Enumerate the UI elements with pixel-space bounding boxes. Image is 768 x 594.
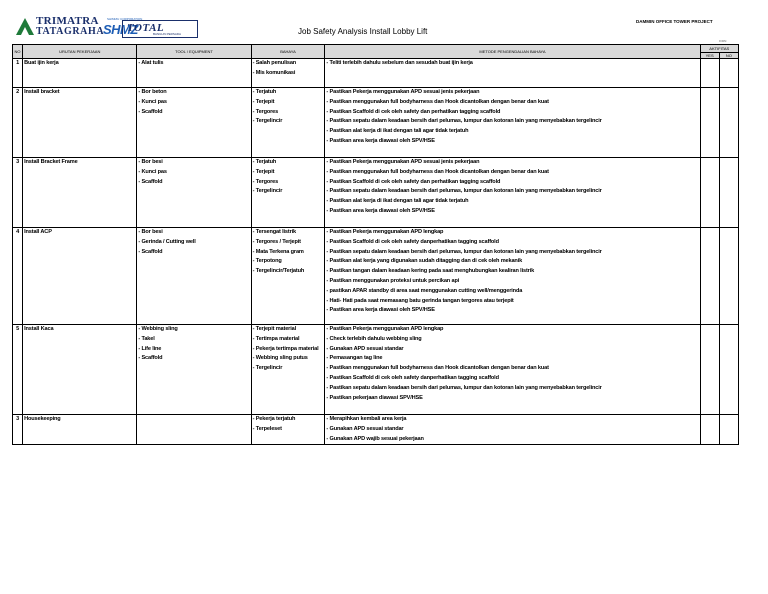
total-logo [122, 20, 198, 38]
hazard-item: - Tertimpa material [252, 335, 300, 342]
tools-cell [137, 158, 251, 228]
tool-item: - Kunci pas [138, 98, 167, 105]
no-check-cell [719, 158, 738, 228]
header-metode: METODE PENGENDALIAN BAHAYA [325, 45, 700, 59]
task-name: Install Bracket Frame [24, 159, 78, 165]
hazard-item: - Tergores [252, 178, 279, 185]
control-item: - Pastikan Pekerja menggunakan APD sesuai jenis pekerjaan [326, 159, 480, 165]
document-header [0, 0, 768, 44]
header-bahaya: BAHAYA [251, 45, 325, 59]
control-item: - Pastikan sepatu dalam keadaan bersih dari pelumas, lumpur dan kotoran lain yang menyebabkan tergelincir [326, 188, 602, 195]
control-item: - Pastikan menggunakan proteksi untuk percikan api [326, 277, 460, 284]
tools-cell [137, 88, 251, 158]
control-item: - Pastikan Pekerja menggunakan APD lengkap [326, 229, 444, 235]
shimz-tagline: SHIMIZU CORPORATION [107, 17, 143, 21]
table-row [13, 158, 739, 228]
document-title: Job Safety Analysis Install Lobby Lift [298, 27, 428, 36]
tool-item: - Scaffold [138, 248, 163, 255]
control-item: - Pastikan menggunakan full bodyharness dan Hook dicantolkan dengan benar dan kuat [326, 168, 549, 175]
jsa-table-body [13, 59, 739, 445]
total-name: TOTAL [127, 22, 165, 34]
table-row [13, 88, 739, 158]
no-check-cell [719, 325, 738, 415]
table-row [13, 228, 739, 325]
control-item: - pastikan APAR standby di area saat menggunakan cutting well/menggerinda [326, 287, 523, 294]
hazard-item: - Tergelincir [252, 118, 283, 125]
control-item: - Pastikan alat kerja di ikat dengan tali agar tidak terjatuh [326, 198, 469, 205]
table-row [13, 325, 739, 415]
control-item: - Gunakan APD sesuai standar [326, 425, 404, 432]
hazards-cell [251, 88, 325, 158]
task-name: Install bracket [24, 89, 60, 95]
controls-cell [325, 415, 700, 445]
task-name: Housekeeping [24, 416, 61, 422]
control-item: - Pastikan sepatu dalam keadaan bersih dari pelumas, lumpur dan kotoran lain yang menyebabkan tergelincir [326, 384, 602, 391]
hazard-item: - Terpeleset [252, 425, 282, 432]
hazards-cell [251, 325, 325, 415]
hazard-item: - Pekerja tertimpa material [252, 345, 319, 352]
hazard-item: - Webbing sling putus [252, 355, 308, 362]
control-item: - Pastikan Pekerja menggunakan APD sesuai jenis pekerjaan [326, 89, 480, 95]
header-no: NO [13, 45, 23, 59]
task-name: Install Kaca [24, 326, 54, 332]
control-item: - Pastikan Pekerja menggunakan APD lengkap [326, 326, 444, 332]
hazard-item: - Tergores [252, 108, 279, 115]
hazard-item: - Tergelincir [252, 188, 283, 195]
task-cell [23, 325, 137, 415]
task-cell [23, 59, 137, 88]
yes-check-cell [700, 228, 719, 325]
row-number: 2 [13, 88, 23, 158]
hazard-item: - Pekerja terjatuh [252, 416, 296, 422]
trimatra-name-2: TATAGRAHA [36, 26, 105, 37]
control-item: - Pastikan Scaffold di cek oleh safety danperhatikan tagging scaffold [326, 238, 499, 245]
project-name: DAMMIN OFFICE TOWER PROJECT [636, 19, 713, 24]
hazards-cell [251, 415, 325, 445]
controls-cell [325, 88, 700, 158]
trimatra-triangle-icon [14, 16, 36, 36]
controls-cell [325, 59, 700, 88]
tools-cell [137, 59, 251, 88]
tool-item: - Scaffold [138, 108, 163, 115]
controls-cell [325, 228, 700, 325]
control-item: - Hati- Hati pada saat memasang batu gerinda tangan tergores atau terjepit [326, 297, 514, 304]
hazard-item: - Terjepit [252, 98, 275, 105]
control-item: - Check terlebih dahulu webbing sling [326, 335, 422, 342]
hazard-item: - Terpotong [252, 258, 282, 265]
yes-check-cell [700, 325, 719, 415]
hazard-item: - Tergores / Terjepit [252, 238, 301, 245]
control-item: - Gunakan APD sesuai standar [326, 345, 404, 352]
no-check-cell [719, 59, 738, 88]
tool-item: - Takel [138, 335, 155, 342]
tool-item: - Life line [138, 345, 162, 352]
control-item: - Pastikan sepatu dalam keadaan bersih dari pelumas, lumpur dan kotoran lain yang menyebabkan tergelincir [326, 248, 602, 255]
header-tool: TOOL / EQUIPMENT [137, 45, 251, 59]
row-number: 1 [13, 59, 23, 88]
tool-item: - Scaffold [138, 178, 163, 185]
control-item: - Pastikan area kerja diawasi oleh SPV/HSE [326, 137, 435, 144]
controls-cell [325, 325, 700, 415]
controls-cell [325, 158, 700, 228]
hazards-cell [251, 228, 325, 325]
no-check-cell [719, 228, 738, 325]
hazard-item: - Salah penulisan [252, 60, 297, 66]
task-cell [23, 158, 137, 228]
control-item: - Pastikan sepatu dalam keadaan bersih dari pelumas, lumpur dan kotoran lain yang menyebabkan tergelincir [326, 118, 602, 125]
shimz-logo: SHMZ [103, 22, 138, 37]
yes-check-cell [700, 88, 719, 158]
hazards-cell [251, 59, 325, 88]
row-number: 3 [13, 415, 23, 445]
control-item: - Pastikan Scaffold di cek oleh safety dan perhatikan tagging scaffold [326, 108, 501, 115]
hazard-item: - Terjatuh [252, 159, 277, 165]
control-item: - Pastikan area kerja diawasi oleh SPV/HSE [326, 207, 435, 214]
hazard-item: - Mis komunikasi [252, 69, 296, 76]
hazard-item: - Terjepit material [252, 326, 296, 332]
corner-note: FORM [719, 40, 727, 43]
control-item: - Pastikan menggunakan full bodyharness dan Hook dicantolkan dengan benar dan kuat [326, 98, 549, 105]
control-item: - Pastikan menggunakan full bodyharness dan Hook dicantolkan dengan benar dan kuat [326, 365, 549, 372]
control-item: - Pastikan pekerjaan diawasi SPV/HSE [326, 394, 423, 401]
row-number: 5 [13, 325, 23, 415]
no-check-cell [719, 88, 738, 158]
header-yes: YES [700, 53, 719, 59]
tools-cell [137, 228, 251, 325]
task-cell [23, 88, 137, 158]
control-item: - Pastikan Scaffold di cek oleh safety dan perhatikan tagging scaffold [326, 178, 501, 185]
row-number: 4 [13, 228, 23, 325]
trimatra-logo [14, 15, 105, 38]
trimatra-name: TRIMATRA [36, 15, 99, 27]
task-name: Install ACP [24, 229, 52, 235]
table-row [13, 415, 739, 445]
tool-item: - Webbing sling [138, 326, 178, 332]
control-item: - Gunakan APD wajib sesuai pekerjaan [326, 435, 424, 442]
hazard-item: - Mata Terkena gram [252, 248, 304, 255]
no-check-cell [719, 415, 738, 445]
hazard-item: - Terjatuh [252, 89, 277, 95]
task-name: Buat ijin kerja [24, 60, 59, 66]
tools-cell [137, 415, 251, 445]
tool-item: - Gerinda / Cutting well [138, 238, 196, 245]
total-subtitle: BANGUN PERSADA [153, 32, 182, 36]
hazard-item: - Terjepit [252, 168, 275, 175]
tool-item: - Kunci pas [138, 168, 167, 175]
hazard-item: - Tergelincir/Terjatuh [252, 268, 305, 275]
control-item: - Merapihkan kembali area kerja [326, 416, 407, 422]
jsa-table [12, 44, 739, 445]
tools-cell [137, 325, 251, 415]
tool-item: - Bor besi [138, 229, 163, 235]
yes-check-cell [700, 415, 719, 445]
control-item: - Pastikan alat kerja yang digunakan sudah ditagging dan di cek oleh mekanik [326, 258, 523, 265]
yes-check-cell [700, 59, 719, 88]
control-item: - Pastikan area kerja diawasi oleh SPV/HSE [326, 307, 435, 314]
tool-item: - Bor beton [138, 89, 167, 95]
control-item: - Teliti terlebih dahulu sebelum dan sesudah buat ijin kerja [326, 60, 473, 66]
tool-item: - Bor besi [138, 159, 163, 165]
header-aktifitas: AKTIFITAS [700, 45, 738, 53]
task-cell [23, 415, 137, 445]
control-item: - Pastikan alat kerja di ikat dengan tali agar tidak terjatuh [326, 128, 469, 135]
table-row [13, 59, 739, 88]
header-no-col: NO [719, 53, 738, 59]
control-item: - Pemasangan tag line [326, 355, 383, 362]
row-number: 3 [13, 158, 23, 228]
tool-item: - Alat tulis [138, 60, 164, 66]
control-item: - Pastikan Scaffold di cek oleh safety danperhatikan tagging scaffold [326, 374, 499, 381]
tool-item: - Scaffold [138, 355, 163, 362]
hazard-item: - Tersengat listrik [252, 229, 296, 235]
task-cell [23, 228, 137, 325]
control-item: - Pastikan tangan dalam keadaan kering pada saat menghubungkan kealiran listrik [326, 268, 535, 275]
header-urutan: URUTAN PEKERJAAN [23, 45, 137, 59]
hazard-item: - Tergelincir [252, 365, 283, 372]
hazards-cell [251, 158, 325, 228]
yes-check-cell [700, 158, 719, 228]
